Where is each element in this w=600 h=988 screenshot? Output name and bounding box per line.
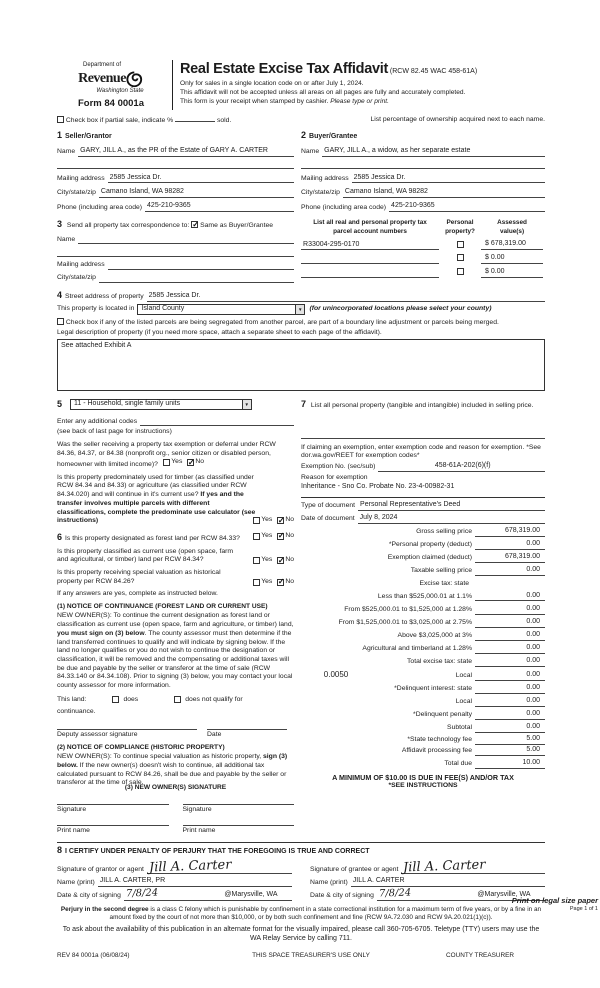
section-4-number: 4 xyxy=(57,290,63,301)
seller-name-field[interactable]: GARY, JILL A., as the PR of the Estate of GARY A. CARTER xyxy=(78,147,294,157)
certification-section xyxy=(57,842,545,901)
grantee-date-field[interactable]: 7/8/24 xyxy=(377,890,461,901)
deputy-date-line[interactable]: Date xyxy=(207,729,287,740)
tax-value-field[interactable]: 0.00 xyxy=(475,566,545,576)
tax-line: Taxable selling price 0.00 xyxy=(301,566,545,576)
tax-value-field[interactable]: 0.00 xyxy=(475,710,545,720)
correspondence-city-field[interactable] xyxy=(99,282,294,283)
tax-value-field[interactable]: 0.00 xyxy=(475,723,545,733)
deputy-assessor-signature-line[interactable]: Deputy assessor signature xyxy=(57,729,197,740)
grantor-signature-field[interactable]: Jill A. Carter xyxy=(147,862,292,875)
buyer-section: 2 Buyer/Grantee Name GARY, JILL A., a widow, as her separate estate Mailing address 2585 Jessica Dr. City/state/zip Camano Island, WA 98282 Phone (including area code) 425-210-9365 xyxy=(301,130,545,212)
parcel-number-field[interactable]: R33004-295-0170 xyxy=(301,241,439,250)
county-treasurer-label: COUNTY TREASURER xyxy=(446,952,514,960)
tax-value-field[interactable]: 5.00 xyxy=(475,735,545,745)
tax-line: Subtotal 0.00 xyxy=(301,723,545,733)
forest-no-checkbox[interactable] xyxy=(277,533,284,540)
grantor-printname-field[interactable]: JILL A. CARTER, PR xyxy=(98,877,292,887)
new-owner-printname-2[interactable]: Print name xyxy=(183,825,295,836)
tax-value-field[interactable]: 0.00 xyxy=(475,618,545,628)
seller-name2-field[interactable] xyxy=(57,168,294,169)
tax-value-field[interactable]: 0.00 xyxy=(475,540,545,550)
tax-line: *Delinquent interest: state 0.00 xyxy=(301,684,545,694)
parcel-row xyxy=(301,254,545,264)
seller-city-field[interactable]: Camano Island, WA 98282 xyxy=(99,188,294,198)
legal-description-box[interactable]: See attached Exhibit A xyxy=(57,339,545,391)
personal-property-checkbox[interactable] xyxy=(457,268,464,275)
minimum-fee-note: A MINIMUM OF $10.00 IS DUE IN FEE(S) AND/OR TAX xyxy=(332,772,514,782)
forest-land-question: 6 Is this property designated as forest land per RCW 84.33? Yes ✓ No xyxy=(57,532,294,544)
personal-property-checkbox[interactable] xyxy=(457,241,464,248)
exemption-deferral-question: Was the seller receiving a property tax exemption or deferral under RCW 84.36, 84.37, or 84.38 (nonprofit org., senior citizen or disabled person, homeowner with limited income)? Yes ✓ No xyxy=(57,441,294,470)
tax-line: Local 0.00 xyxy=(301,697,545,707)
timber-agriculture-question: Is this property predominately used for timber (as classified under RCW 84.34 and 84.33) or agriculture (as classified under RCW 84.34.020) and will continue in it's current use? If yes and the transfer involves multiple parcels with different classifications, complete the predominate use calculator (see instructions) Yes ✓ No xyxy=(57,474,294,526)
grantee-signature-block: Signature of grantee or agent Jill A. Carter Name (print) JILL A. CARTER Date & city of signing 7/8/24 @Marysville, WA xyxy=(310,859,545,901)
legal-description-label: Legal description of property (if you need more space, attach a separate sheet to each page of the affidavit). xyxy=(57,328,382,336)
grantor-signature-block: Signature of grantor or agent Jill A. Carter Name (print) JILL A. CARTER, PR Date & city of signing 7/8/24 @Marysville, WA xyxy=(57,859,292,901)
section-2-number: 2 xyxy=(301,130,307,141)
correspondence-name-field[interactable] xyxy=(78,243,294,244)
does-not-checkbox[interactable] xyxy=(174,696,181,703)
form-number: Form 84 0001a xyxy=(77,98,144,110)
page-indicator: Page 1 of 1 xyxy=(569,905,598,912)
grantee-printname-field[interactable]: JILL A. CARTER xyxy=(351,877,545,887)
seller-section: 1 Seller/Grantor Name GARY, JILL A., as the PR of the Estate of GARY A. CARTER Mailing address 2585 Jessica Dr. City/state/zip Camano Island, WA 98282 Phone (including area code) 425-210-9365 xyxy=(57,130,294,212)
tax-line: Agricultural and timberland at 1.28% 0.00 xyxy=(301,644,545,654)
rcw-code: (RCW 82.45 WAC 458-61A) xyxy=(389,68,478,75)
dept-of-label: Department of xyxy=(82,62,122,68)
reason-field[interactable]: Inheritance - Sno Co. Probate No. 23-4-00982-31 xyxy=(301,482,455,490)
continuance-title: (1) NOTICE OF CONTINUANCE (FOREST LAND OR CURRENT USE) xyxy=(57,603,268,611)
continuance-paragraph: NEW OWNER(S): To continue the current designation as forest land or classification as current use (open space, farm and agriculture, or timber) land, you must sign on (3) below. The county assessor must then determine if the land transferred continues to qualify and will indicate by signing below. If the land no longer qualifies or you do not wish to continue the designation or classification, it will be removed and the compensating or additional taxes will be due and payable by the seller or transferor at the time of sale (RCW 84.33.140 or 84.34.108). Prior to signing (3) below, you may contact your local county assessor for more information. xyxy=(57,612,294,689)
header-divider xyxy=(172,60,173,110)
tax-line: Gross selling price 678,319.00 xyxy=(301,527,545,537)
document-date-field[interactable]: July 8, 2024 xyxy=(358,514,545,524)
county-dropdown[interactable]: Island County ▼ xyxy=(137,304,305,315)
tax-line: From $1,525,000.01 to $3,025,000 at 2.75% 0.00 xyxy=(301,618,545,628)
washington-state-label: Washington State xyxy=(96,87,144,94)
perjury-notice: Perjury in the second degree is a class C felony which is punishable by confinement in a state correctional institution for a maximum term of five years, or by a fine in an amount fixed by the court of not more than $10,000, or by both such confinement and fine (RCW 9A.72.030 and RCW 9A.20.021(1)(c)). xyxy=(60,906,542,922)
tax-line: *Personal property (deduct) 0.00 xyxy=(301,540,545,550)
tax-correspondence-section: 3 Send all property tax correspondence to: ✓ Same as Buyer/Grantee Name Mailing address City/state/zip xyxy=(57,219,294,283)
document-type-field[interactable]: Personal Representative's Deed xyxy=(358,501,545,511)
header-note-3: This form is your receipt when stamped by cashier. Please type or print. xyxy=(180,98,389,106)
dropdown-arrow-icon[interactable] xyxy=(295,305,304,314)
tax-value-field[interactable]: 0.00 xyxy=(475,697,545,707)
tax-line: Affidavit processing fee 5.00 xyxy=(301,746,545,756)
personal-property-field[interactable] xyxy=(301,438,545,439)
buyer-phone-field[interactable]: 425-210-9365 xyxy=(389,202,545,212)
buyer-city-field[interactable]: Camano Island, WA 98282 xyxy=(343,188,545,198)
parcel-row xyxy=(301,268,545,278)
section-7-number: 7 xyxy=(301,399,307,409)
reason-label: Reason for exemption xyxy=(301,474,368,482)
seller-mailing-field[interactable]: 2585 Jessica Dr. xyxy=(108,174,294,184)
land-use-section xyxy=(57,399,294,411)
if-any-note: If any answers are yes, complete as instructed below. xyxy=(57,590,218,598)
new-owner-signature-2[interactable]: Signature xyxy=(183,804,295,815)
correspondence-name2-field[interactable] xyxy=(57,256,294,257)
rev-number: REV 84 0001a (06/08/24) xyxy=(57,952,130,960)
partial-sale-percent-input[interactable] xyxy=(175,121,215,122)
currentuse-no-checkbox[interactable] xyxy=(277,557,284,564)
q2-no-checkbox[interactable] xyxy=(277,517,284,524)
tax-value-field[interactable]: 0.00 xyxy=(475,644,545,654)
historic-no-checkbox[interactable] xyxy=(277,579,284,586)
assessed-value-field[interactable]: $ 0.00 xyxy=(481,254,543,264)
partial-sale-sold-label: sold. xyxy=(216,117,232,125)
new-owner-printname-1[interactable]: Print name xyxy=(57,825,169,836)
print-note: Print on legal size paper Page 1 of 1 xyxy=(511,896,598,912)
compliance-title: (2) NOTICE OF COMPLIANCE (HISTORIC PROPERTY) xyxy=(57,743,225,751)
see-instructions-note: *SEE INSTRUCTIONS xyxy=(388,781,458,789)
partial-sale-row xyxy=(57,116,231,126)
tax-line: Total excise tax: state 0.00 xyxy=(301,657,545,667)
land-use-code-dropdown[interactable]: 11 - Household, single family units ▼ xyxy=(70,399,252,410)
section-8-number: 8 xyxy=(57,844,63,855)
tax-value-field[interactable]: 10.00 xyxy=(475,759,545,769)
q1-yes-checkbox[interactable] xyxy=(163,459,170,466)
certify-statement: I CERTIFY UNDER PENALTY OF PERJURY THAT THE FOREGOING IS TRUE AND CORRECT xyxy=(65,847,370,855)
tax-value-field[interactable]: 0.00 xyxy=(475,671,545,681)
tax-line: Above $3,025,000 at 3% 0.00 xyxy=(301,631,545,641)
parcel-number-field[interactable] xyxy=(301,269,439,278)
parcel-number-field[interactable] xyxy=(301,255,439,264)
alternate-format-notice: To ask about the availability of this publication in an alternate format for the visually impaired, please call 360-705-6705. Teletype (TTY) users may use the WA Relay Service by calling 711. xyxy=(62,926,540,943)
tax-value-field[interactable]: 678,319.00 xyxy=(475,553,545,563)
tax-value-field[interactable]: 0.00 xyxy=(475,592,545,602)
property-address-section: 4 Street address of property 2585 Jessica Dr. This property is located in Island County ▼ (for unincorporated locations please select your county) Check box if any of the listed parcels are being segregated from another parcel, are part of a boundary line adjustment or parcels being merged. Legal description of property (if you need more space, attach a separate sheet to each page of the affidavit). See attached Exhibit A xyxy=(57,290,545,391)
buyer-name-field[interactable]: GARY, JILL A., a widow, as her separate estate xyxy=(322,147,545,157)
buyer-mailing-field[interactable]: 2585 Jessica Dr. xyxy=(352,174,545,184)
dropdown-arrow-icon[interactable] xyxy=(242,400,251,409)
exemption-number-field[interactable]: 458-61A-202(6)(f) xyxy=(378,462,545,472)
compliance-paragraph: NEW OWNER(S): To continue special valuation as historic property, sign (3) below. If the new owner(s) doesn't wish to continue, all additional tax calculated pursuant to RCW 84.26, shall be due and payable by the seller or transferor at the time of sale. xyxy=(57,753,288,787)
forest-yes-checkbox[interactable] xyxy=(253,533,260,540)
parcel-table: List all real and personal property tax parcel account numbers Personal property? Assessed value(s) R33004-295-0170 $ 678,319.00 $ 0.00 $ 0.00 xyxy=(301,219,545,283)
tax-value-field[interactable]: 0.00 xyxy=(475,605,545,615)
buyer-heading: Buyer/Grantee xyxy=(309,133,358,141)
dor-logo-block xyxy=(57,60,165,110)
grantee-city-field[interactable]: @Marysville, WA xyxy=(461,891,545,901)
partial-sale-checkbox[interactable] xyxy=(57,116,64,123)
grantor-date-field[interactable]: 7/8/24 xyxy=(124,890,208,901)
tax-line: Less than $525,000.01 at 1.1% 0.00 xyxy=(301,592,545,602)
historic-yes-checkbox[interactable] xyxy=(253,579,260,586)
street-address-field[interactable]: 2585 Jessica Dr. xyxy=(147,292,545,302)
partial-sale-label: Check box if partial sale, indicate % xyxy=(65,117,174,125)
tax-value-field[interactable]: 0.00 xyxy=(475,684,545,694)
section-5-number: 5 xyxy=(57,399,63,409)
assessed-value-field[interactable]: $ 0.00 xyxy=(481,268,543,278)
seller-phone-field[interactable]: 425-210-9365 xyxy=(145,202,294,212)
segregated-label: Check box if any of the listed parcels are being segregated from another parcel, are part of a boundary line adjustment or parcels being merged. xyxy=(65,318,499,326)
parcel-row xyxy=(301,240,545,250)
revenue-swirl-icon xyxy=(126,71,144,87)
tax-line: *State technology fee 5.00 xyxy=(301,735,545,745)
tax-value-field[interactable]: 0.00 xyxy=(475,657,545,667)
current-use-question: Is this property classified as current use (open space, farm and agricultural, or timber) land per RCW 84.34? Yes ✓ No xyxy=(57,548,294,565)
ownership-percentage-note: List percentage of ownership acquired next to each name. xyxy=(370,116,545,124)
tax-line: *Delinquent penalty 0.00 xyxy=(301,710,545,720)
new-owner-signature-1[interactable]: Signature xyxy=(57,804,169,815)
new-owner-signature-title: (3) NEW OWNER(S) SIGNATURE xyxy=(124,783,227,791)
county-note: (for unincorporated locations please select your county) xyxy=(309,305,492,313)
land-qualify-row: This land: does does not qualify for continuance. xyxy=(57,695,243,716)
additional-codes-field[interactable] xyxy=(140,425,294,426)
tax-value-field[interactable]: 0.00 xyxy=(475,631,545,641)
correspondence-mailing-field[interactable] xyxy=(108,269,294,270)
does-checkbox[interactable] xyxy=(112,696,119,703)
header-note-2: This affidavit will not be accepted unless all areas on all pages are fully and accurately completed. xyxy=(180,88,466,96)
header-note-1: Only for sales in a single location code on or after July 1, 2024. xyxy=(180,79,364,87)
buyer-name2-field[interactable] xyxy=(301,168,545,169)
see-back-note: (see back of last page for instructions) xyxy=(57,428,172,436)
same-as-buyer-checkbox[interactable] xyxy=(191,221,198,228)
q1-no-checkbox[interactable] xyxy=(187,459,194,466)
local-rate: 0.0050 xyxy=(323,670,349,680)
personal-property-section: 7 List all personal property (tangible and intangible) included in selling price. xyxy=(301,399,534,409)
currentuse-yes-checkbox[interactable] xyxy=(253,557,260,564)
grantor-city-field[interactable]: @Marysville, WA xyxy=(208,891,292,901)
tax-value-field[interactable]: 5.00 xyxy=(475,746,545,756)
tax-line: Total due 10.00 xyxy=(301,759,545,769)
local-tax-line: 0.0050 Local 0.00 xyxy=(301,670,545,680)
assessed-value-field[interactable]: $ 678,319.00 xyxy=(481,240,543,250)
tax-section-divider xyxy=(301,497,545,498)
page-title: Real Estate Excise Tax Affidavit xyxy=(180,61,388,77)
seller-heading: Seller/Grantor xyxy=(65,133,112,141)
section-1-number: 1 xyxy=(57,130,63,141)
tax-line: From $525,000.01 to $1,525,000 at 1.28% 0.00 xyxy=(301,605,545,615)
revenue-wordmark: Revenue xyxy=(78,70,126,86)
exemption-intro: If claiming an exemption, enter exemption code and reason for exemption. *See dor.wa.gov/REET for exemption codes* xyxy=(301,443,541,460)
tax-line: Exemption claimed (deduct) 678,319.00 xyxy=(301,553,545,563)
personal-property-checkbox[interactable] xyxy=(457,254,464,261)
affidavit-page: Department of Revenue Washington State Form 84 0001a Real Estate Excise Tax Affidavit (RCW 82.45 WAC 458-61A) Only for sales in a single location code on or after July 1, 2024. This affidavit will not be accepted unless all areas on all pages are fully and accurately completed. This form is your receipt when stamped by cashier. Please type or print. Check box if partial sale, indicate % sold. List percentage of ownership acquired next to each name. 1 Seller/Grantor Name GARY, JILL A., as the PR of the Estate of GARY A. CARTER Mailing address 2585 Jessica Dr. City/state/zip Camano Island, WA 98282 Phone (including area code) 425-210-9365 2 Buyer/Grantee Name GARY, JILL A., a widow, as her separate estate Mailing address 2585 Jessica Dr. City/state/zip Camano Island, WA 98282 Phone (including area code) 425-210-9365 3 Send all property tax correspondence to: ✓ Same as Buyer/Grantee Name Mailing address City/state/zip List all real and personal property tax parcel account numbers Personal property? Assessed value(s) R33004-295-0170 $ 678,319.00 $ 0.00 $ 0.00 4 Street address of property 2585 Jessica Dr. This property is located in Island County ▼ (for unincorporated locations please select your county) Check box if any of the listed parcels are being segregated from another parcel, are part of a boundary line adjustment or parcels being merged. Legal description of property (if you need more space, attach a separate sheet to each page of the affidavit). See attached Exhibit A 5 11 - Household, single family units ▼ Enter any additional codes (see back of last page for instructions) Was the seller receiving a property tax exemption or deferral under RCW 84.36, 84.37, or 84.38 (nonprofit org., senior citizen or disabled person, homeowner with limited income)? Yes ✓ No Is this property predominately used for timber (as classified under RCW 84.34 and 84.33) or agriculture (as classified under RCW 84.34.020) and will continue in it's current use? If yes and the transfer involves multiple parcels with different classifications, complete the predominate use calculator (see instructions) Yes ✓ No 6 Is this property designated as forest land per RCW 84.33? Yes ✓ No Is this property classified as current use (open space, farm and agricultural, or timber) land per RCW 84.34? Yes ✓ No Is this property receiving special valuation as historical property per RCW 84.26? Yes ✓ No If any answers are yes, complete as instructed below. (1) NOTICE OF CONTINUANCE (FOREST LAND OR CURRENT USE) NEW OWNER(S): To continue the current designation as forest land or classification as current use (open space, farm and agriculture, or timber) land, you must sign on (3) below. The county assessor must then determine if the land transferred continues to qualify and will indicate by signing below. If the land no longer qualifies or you do not wish to continue the designation or classification, it will be removed and the compensating or additional taxes will be due and payable by the seller or transferor at the time of sale (RCW 84.33.140 or 84.34.108). Prior to signing (3) below, you may contact your local county assessor for more information. This land: does does not qualify for continuance. Deputy assessor signature Date (2) NOTICE OF COMPLIANCE (HISTORIC PROPERTY) NEW OWNER(S): To continue special valuation as historic property, sign (3) below. If the new owner(s) doesn't wish to continue, all additional tax calculated pursuant to RCW 84.26, shall be due and payable by the seller or transferor at the time of sale. (3) NEW OWNER(S) SIGNATURE Signature Signature Print name Print name 7 List all personal property (tangible and intangible) included in selling price. If claiming an exemption, enter exemption code and reason for exemption. *See dor.wa.gov/REET for exemption codes* Exemption No. (sec/sub) 458-61A-202(6)(f) Reason for exemption Inheritance - Sno Co. Probate No. 23-4-00982-31 Type of document Personal Representative's Deed Date of document July 8, 2024 Gross selling price 678,319.00 *Personal property (deduct) 0.00 Exemption claimed (deduct) 678,319.00 Taxable selling price 0.00 Excise tax: state Less than $525,000.01 at 1.1% 0.00 From $525,000.01 to $1,525,000 at 1.28% 0.00 From $1,525,000.01 to $3,025,000 at 2.75% 0.00 Above $3,025,000 at 3% 0.00 Agricultural and timberland at 1.28% 0.00 Total excise tax: state 0.00 0.0050 Local 0.00 *Delinquent interest: state 0.00 Local 0.00 *Delinquent penalty 0.00 Subtotal 0.00 *State technology fee 5.00 Affidavit processing fee 5.00 Total due 10.00 A MINIMUM OF $10.00 IS DUE IN FEE(S) AND/OR TAX *SEE INSTRUCTIONS 8 I CERTIFY UNDER PENALTY OF PERJURY THAT THE FOREGOING IS TRUE AND CORRECT Signature of grantor or agent Jill A. Carter Name (print) JILL A. CARTER, PR Date & city of signing 7/8/24 @Marysville, WA Signature of grantee or agent Jill A. Carter Name (print) JILL A. CARTER Date & city of signing 7/8/24 @Marysville, WA Perjury in the second degree is a class C felony which is punishable by confinement in a state correctional institution for a maximum term of five years, or by a fine in an amount fixed by the court of not more than $10,000, or by both such confinement and fine (RCW 9A.72.030 and RCW 9A.20.021(1)(c)). To ask about the availability of this publication in an alternate format for the visually impaired, please call 360-705-6705. Teletype (TTY) users may use the WA Relay Service by calling 711. REV 84 0001a (06/08/24) THIS SPACE TREASURER'S USE ONLY COUNTY TREASURER Print on legal size paper Page 1 of 1 xyxy=(0,0,600,988)
same-as-buyer-label: Same as Buyer/Grantee xyxy=(200,222,274,230)
section-6-number: 6 xyxy=(57,531,63,542)
segregated-checkbox[interactable] xyxy=(57,318,64,325)
q2-yes-checkbox[interactable] xyxy=(253,517,260,524)
historic-question: Is this property receiving special valuation as historical property per RCW 84.26? Yes ✓ No xyxy=(57,569,294,586)
excise-tax-state-header: Excise tax: state xyxy=(419,579,469,587)
form-header xyxy=(57,60,545,110)
tax-value-field[interactable]: 678,319.00 xyxy=(475,527,545,537)
treasurer-space-label: THIS SPACE TREASURER'S USE ONLY xyxy=(252,952,370,960)
section-3-number: 3 xyxy=(57,219,63,230)
grantee-signature-field[interactable]: Jill A. Carter xyxy=(401,862,545,875)
